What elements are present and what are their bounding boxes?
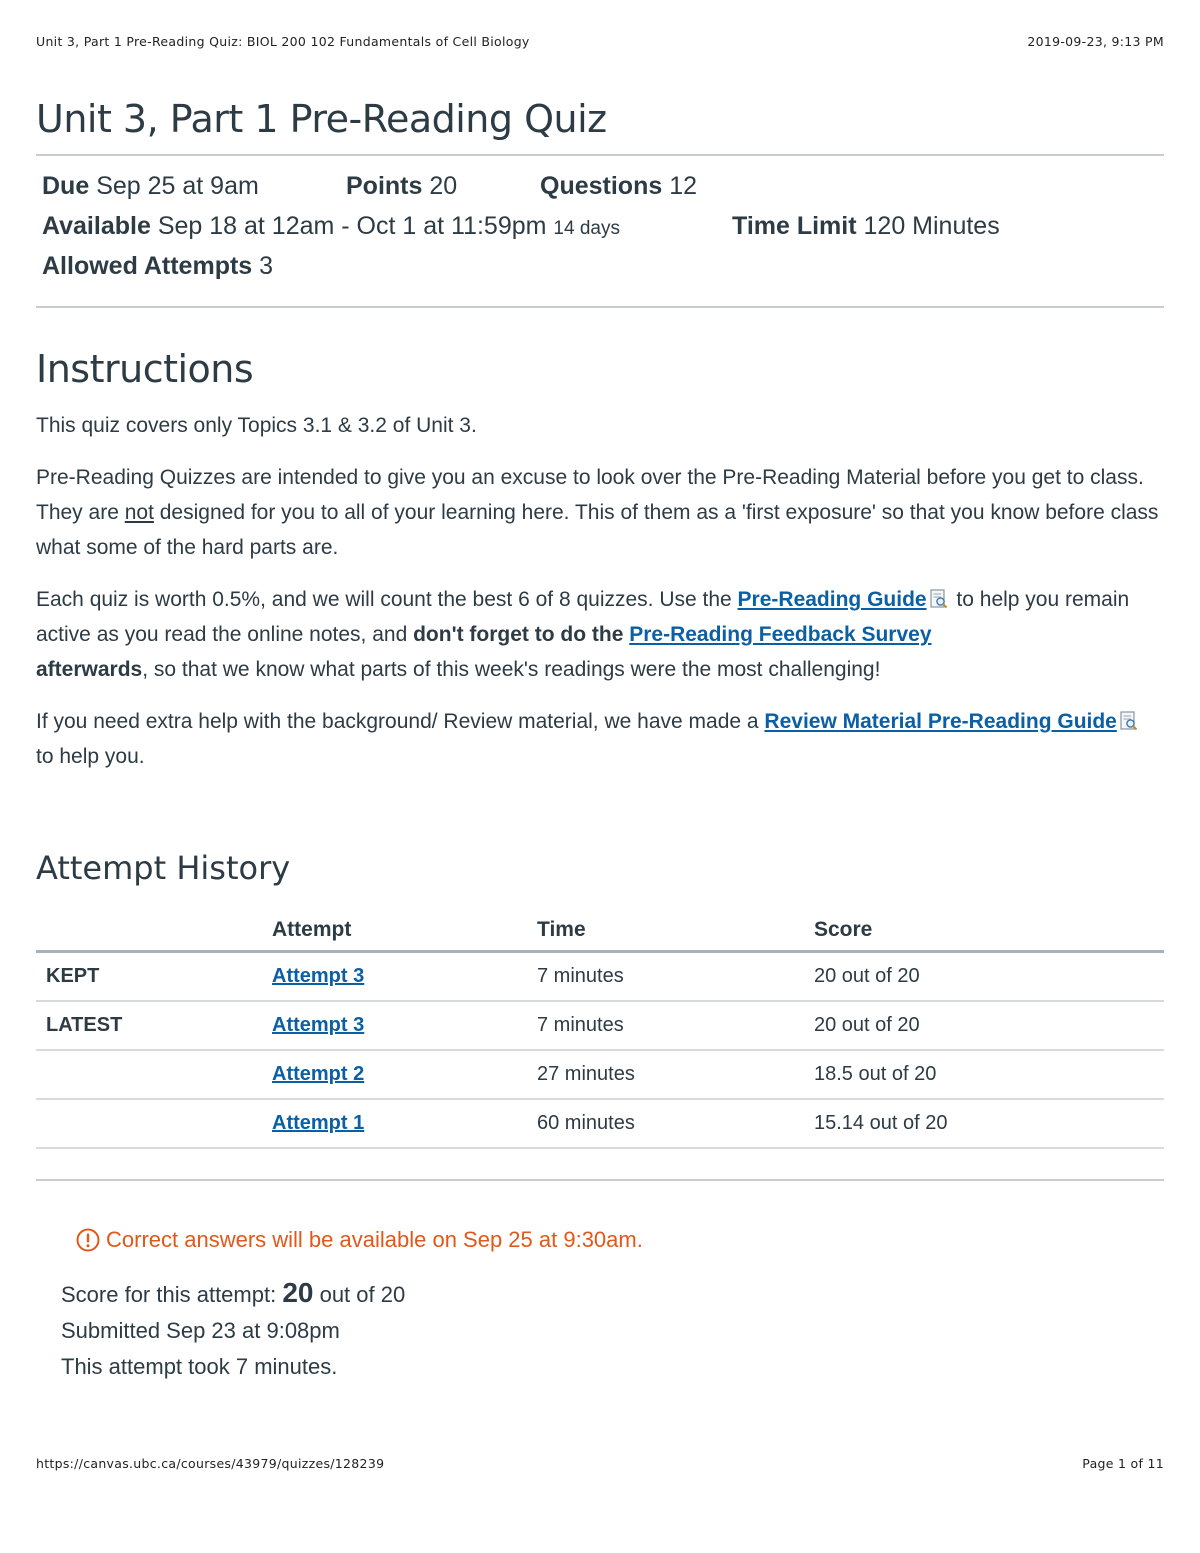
print-timestamp: 2019-09-23, 9:13 PM <box>1027 34 1164 49</box>
points-label: Points <box>346 172 423 200</box>
questions-label: Questions <box>540 172 663 200</box>
submitted-line: Submitted Sep 23 at 9:08pm <box>61 1318 340 1343</box>
score-value: 20 <box>282 1277 314 1308</box>
table-header-row <box>36 910 1164 952</box>
attempt-history-heading: Attempt History <box>36 849 291 887</box>
column-header-attempt: Attempt <box>272 910 537 952</box>
time-cell: 7 minutes <box>537 1001 814 1050</box>
due-label: Due <box>42 172 90 200</box>
due-value: Sep 25 at 9am <box>96 172 259 200</box>
row-status-label: LATEST <box>36 1001 272 1050</box>
column-header-label <box>36 910 272 952</box>
bold-afterwards: afterwards <box>36 658 143 681</box>
row-status-label <box>36 1050 272 1099</box>
text-span: If you need extra help with the background/ Review material, we have made a <box>36 710 765 733</box>
questions-field <box>540 172 697 201</box>
warning-icon <box>76 1228 100 1252</box>
attempt-cell <box>272 1099 537 1148</box>
table-row <box>36 1001 1164 1050</box>
table-row <box>36 1099 1164 1148</box>
attempt-link[interactable]: Attempt 3 <box>272 1014 365 1036</box>
table-row <box>36 952 1164 1002</box>
notice-text: Correct answers will be available on Sep 25 at 9:30am. <box>106 1227 643 1252</box>
text-span: Pre-Reading Quizzes are intended to give you an excuse to look over the Pre-Reading Material before you get to class. They are <box>36 466 1144 524</box>
emphasis-not: not <box>124 501 154 524</box>
column-header-time: Time <box>537 910 814 952</box>
time-cell: 7 minutes <box>537 952 814 1002</box>
available-label: Available <box>42 212 151 240</box>
time-limit-label: Time Limit <box>732 212 857 240</box>
history-divider <box>36 1179 1164 1181</box>
bold-reminder: don't forget to do the <box>413 623 630 646</box>
correct-answers-notice <box>76 1227 1164 1253</box>
details-divider <box>36 306 1164 308</box>
text-span: to help you remain active as you read the online notes, and <box>36 588 1130 646</box>
score-cell: 20 out of 20 <box>814 1001 1164 1050</box>
score-cell: 18.5 out of 20 <box>814 1050 1164 1099</box>
pre-reading-guide-link[interactable]: Pre-Reading Guide <box>737 588 927 611</box>
instructions-paragraph <box>36 582 1164 687</box>
details-row-2 <box>42 212 1158 252</box>
print-header <box>36 34 1164 49</box>
score-cell: 15.14 out of 20 <box>814 1099 1164 1148</box>
time-cell: 60 minutes <box>537 1099 814 1148</box>
instructions-paragraph <box>36 460 1164 565</box>
duration-line: This attempt took 7 minutes. <box>61 1354 338 1379</box>
attempt-summary <box>61 1275 1164 1385</box>
column-header-score: Score <box>814 910 1164 952</box>
text-span: designed for you to all of your learning here. This of them as a 'first exposure' so that you know before class what some of the hard parts are. <box>36 501 1159 559</box>
attempt-cell <box>272 1001 537 1050</box>
feedback-survey-link[interactable]: Pre-Reading Feedback Survey <box>629 623 932 646</box>
score-cell: 20 out of 20 <box>814 952 1164 1002</box>
row-status-label <box>36 1099 272 1148</box>
allowed-attempts-label: Allowed Attempts <box>42 252 253 280</box>
allowed-attempts-value: 3 <box>259 252 274 280</box>
document-preview-icon[interactable] <box>1120 711 1138 731</box>
points-value: 20 <box>429 172 458 200</box>
available-days: 14 days <box>553 218 620 239</box>
print-footer <box>36 1456 1164 1471</box>
text-span: , so that we know what parts of this week's readings were the most challenging! <box>142 658 881 681</box>
attempt-cell <box>272 1050 537 1099</box>
quiz-content <box>36 92 1164 1385</box>
document-preview-icon[interactable] <box>930 589 948 609</box>
page-url: https://canvas.ubc.ca/courses/43979/quizzes/128239 <box>36 1456 385 1471</box>
time-limit-value: 120 Minutes <box>863 212 1000 240</box>
print-page-title: Unit 3, Part 1 Pre-Reading Quiz: BIOL 200 102 Fundamentals of Cell Biology <box>36 34 530 49</box>
instructions-body <box>36 408 1164 774</box>
page-title: Unit 3, Part 1 Pre-Reading Quiz <box>36 97 607 141</box>
page-number: Page 1 of 11 <box>1082 1456 1164 1471</box>
due-field <box>42 172 346 201</box>
text-span: to help you. <box>36 745 145 768</box>
attempt-cell <box>272 952 537 1002</box>
questions-value: 12 <box>669 172 698 200</box>
score-prefix: Score for this attempt: <box>61 1282 283 1307</box>
time-cell: 27 minutes <box>537 1050 814 1099</box>
details-row-3 <box>42 252 1158 292</box>
table-row <box>36 1050 1164 1099</box>
time-limit-field <box>732 212 1000 241</box>
score-line <box>61 1275 1164 1313</box>
score-suffix: out of 20 <box>313 1282 406 1307</box>
points-field <box>346 172 540 201</box>
quiz-details <box>36 156 1164 306</box>
review-material-guide-link[interactable]: Review Material Pre-Reading Guide <box>764 710 1117 733</box>
allowed-attempts-field <box>42 252 273 281</box>
instructions-heading: Instructions <box>36 347 254 391</box>
available-value: Sep 18 at 12am - Oct 1 at 11:59pm <box>157 212 547 240</box>
attempt-link[interactable]: Attempt 3 <box>272 965 365 987</box>
instructions-paragraph: This quiz covers only Topics 3.1 & 3.2 of Unit 3. <box>36 414 477 437</box>
instructions-paragraph <box>36 704 1164 774</box>
attempt-history-table <box>36 910 1164 1149</box>
details-row-1 <box>42 172 1158 212</box>
attempt-link[interactable]: Attempt 2 <box>272 1063 365 1085</box>
text-span: Each quiz is worth 0.5%, and we will count the best 6 of 8 quizzes. Use the <box>36 588 738 611</box>
row-status-label: KEPT <box>36 952 272 1002</box>
available-field <box>42 212 732 241</box>
attempt-link[interactable]: Attempt 1 <box>272 1112 365 1134</box>
